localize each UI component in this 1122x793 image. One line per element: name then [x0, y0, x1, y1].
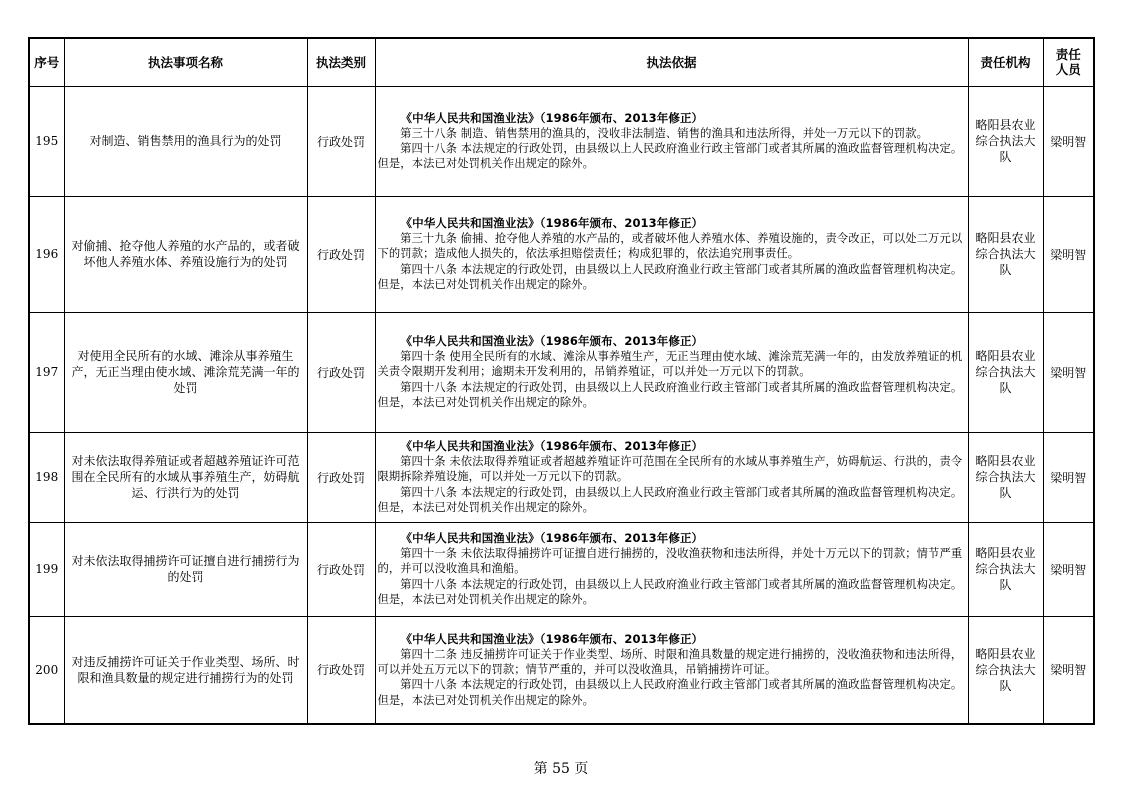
row-number: 200 — [29, 616, 64, 724]
header-category: 执法类别 — [307, 38, 375, 86]
row-number: 196 — [29, 196, 64, 312]
legal-basis — [375, 312, 968, 432]
page-number: 第 55 页 — [533, 761, 589, 777]
enforcement-category: 行政处罚 — [307, 432, 375, 522]
law-title: 《中华人民共和国渔业法》（1986年颁布、2013年修正） — [400, 110, 704, 125]
enforcement-category: 行政处罚 — [307, 312, 375, 432]
responsible-org: 略阳县农业综合执法大队 — [968, 432, 1043, 522]
legal-basis — [375, 432, 968, 522]
legal-basis — [375, 616, 968, 724]
header-item-name: 执法事项名称 — [64, 38, 307, 86]
table-row — [29, 86, 1094, 196]
row-number: 198 — [29, 432, 64, 522]
row-number: 197 — [29, 312, 64, 432]
law-article: 第三十九条 偷捕、抢夺他人养殖的水产品的，或者破坏他人养殖水体、养殖设施的，责令改正，可以处二万元以下的罚款；造成他人损失的，依法承担赔偿责任；构成犯罪的，依法追究刑事责任。 — [377, 232, 963, 261]
responsible-org: 略阳县农业综合执法大队 — [968, 312, 1043, 432]
law-article: 第四十一条 未依法取得捕捞许可证擅自进行捕捞的，没收渔获物和违法所得，并处十万元以下的罚款；情节严重的，并可以没收渔具和渔船。 — [377, 547, 963, 576]
responsible-org: 略阳县农业综合执法大队 — [968, 196, 1043, 312]
law-article: 第四十八条 本法规定的行政处罚，由县级以上人民政府渔业行政主管部门或者其所属的渔政监督管理机构决定。但是，本法已对处罚机关作出规定的除外。 — [377, 678, 963, 707]
table-header-row — [29, 38, 1094, 86]
enforcement-category: 行政处罚 — [307, 616, 375, 724]
law-article: 第四十八条 本法规定的行政处罚，由县级以上人民政府渔业行政主管部门或者其所属的渔政监督管理机构决定。但是，本法已对处罚机关作出规定的除外。 — [377, 577, 963, 606]
header-person: 责任人员 — [1043, 38, 1094, 86]
responsible-person: 梁明智 — [1043, 522, 1094, 616]
law-article: 第三十八条 制造、销售禁用的渔具的，没收非法制造、销售的渔具和违法所得，并处一万元以下的罚款。 — [400, 126, 929, 140]
table-row — [29, 196, 1094, 312]
responsible-org: 略阳县农业综合执法大队 — [968, 616, 1043, 724]
item-name: 对未依法取得捕捞许可证擅自进行捕捞行为的处罚 — [64, 522, 307, 616]
law-title: 《中华人民共和国渔业法》（1986年颁布、2013年修正） — [400, 333, 704, 348]
item-name: 对使用全民所有的水域、滩涂从事养殖生产，无正当理由使水域、滩涂荒芜满一年的处罚 — [64, 312, 307, 432]
item-name: 对制造、销售禁用的渔具行为的处罚 — [64, 86, 307, 196]
law-title: 《中华人民共和国渔业法》（1986年颁布、2013年修正） — [400, 631, 704, 646]
responsible-person: 梁明智 — [1043, 312, 1094, 432]
item-name: 对偷捕、抢夺他人养殖的水产品的，或者破坏他人养殖水体、养殖设施行为的处罚 — [64, 196, 307, 312]
law-article: 第四十条 使用全民所有的水域、滩涂从事养殖生产，无正当理由使水域、滩涂荒芜满一年的，由发放养殖证的机关责令限期开发利用；逾期未开发利用的，吊销养殖证，可以并处一万元以下的罚款。 — [377, 350, 963, 379]
law-title: 《中华人民共和国渔业法》（1986年颁布、2013年修正） — [400, 438, 704, 453]
table-row — [29, 616, 1094, 724]
enforcement-table — [28, 37, 1095, 725]
enforcement-category: 行政处罚 — [307, 522, 375, 616]
law-title: 《中华人民共和国渔业法》（1986年颁布、2013年修正） — [400, 530, 704, 545]
responsible-org: 略阳县农业综合执法大队 — [968, 86, 1043, 196]
item-name: 对未依法取得养殖证或者超越养殖证许可范围在全民所有的水域从事养殖生产，妨碍航运、行洪行为的处罚 — [64, 432, 307, 522]
header-org: 责任机构 — [968, 38, 1043, 86]
table-row — [29, 312, 1094, 432]
responsible-person: 梁明智 — [1043, 86, 1094, 196]
law-article: 第四十八条 本法规定的行政处罚，由县级以上人民政府渔业行政主管部门或者其所属的渔政监督管理机构决定。但是，本法已对处罚机关作出规定的除外。 — [377, 380, 963, 409]
law-title: 《中华人民共和国渔业法》（1986年颁布、2013年修正） — [400, 215, 704, 230]
legal-basis — [375, 86, 968, 196]
law-article: 第四十八条 本法规定的行政处罚，由县级以上人民政府渔业行政主管部门或者其所属的渔政监督管理机构决定。但是，本法已对处罚机关作出规定的除外。 — [377, 262, 963, 291]
enforcement-category: 行政处罚 — [307, 86, 375, 196]
law-article: 第四十八条 本法规定的行政处罚，由县级以上人民政府渔业行政主管部门或者其所属的渔政监督管理机构决定。但是，本法已对处罚机关作出规定的除外。 — [377, 142, 963, 171]
enforcement-category: 行政处罚 — [307, 196, 375, 312]
law-article: 第四十二条 违反捕捞许可证关于作业类型、场所、时限和渔具数量的规定进行捕捞的，没收渔获物和违法所得，可以并处五万元以下的罚款；情节严重的，并可以没收渔具，吊销捕捞许可证。 — [377, 647, 963, 677]
responsible-person: 梁明智 — [1043, 196, 1094, 312]
responsible-person: 梁明智 — [1043, 432, 1094, 522]
legal-basis — [375, 196, 968, 312]
table-row — [29, 522, 1094, 616]
item-name: 对违反捕捞许可证关于作业类型、场所、时限和渔具数量的规定进行捕捞行为的处罚 — [64, 616, 307, 724]
header-seq: 序号 — [29, 38, 64, 86]
law-article: 第四十八条 本法规定的行政处罚，由县级以上人民政府渔业行政主管部门或者其所属的渔政监督管理机构决定。但是，本法已对处罚机关作出规定的除外。 — [377, 485, 963, 514]
responsible-person: 梁明智 — [1043, 616, 1094, 724]
table-row — [29, 432, 1094, 522]
legal-basis — [375, 522, 968, 616]
row-number: 199 — [29, 522, 64, 616]
law-article: 第四十条 未依法取得养殖证或者超越养殖证许可范围在全民所有的水域从事养殖生产，妨碍航运、行洪的，责令限期拆除养殖设施，可以并处一万元以下的罚款。 — [377, 455, 963, 484]
header-basis: 执法依据 — [375, 38, 968, 86]
responsible-org: 略阳县农业综合执法大队 — [968, 522, 1043, 616]
row-number: 195 — [29, 86, 64, 196]
